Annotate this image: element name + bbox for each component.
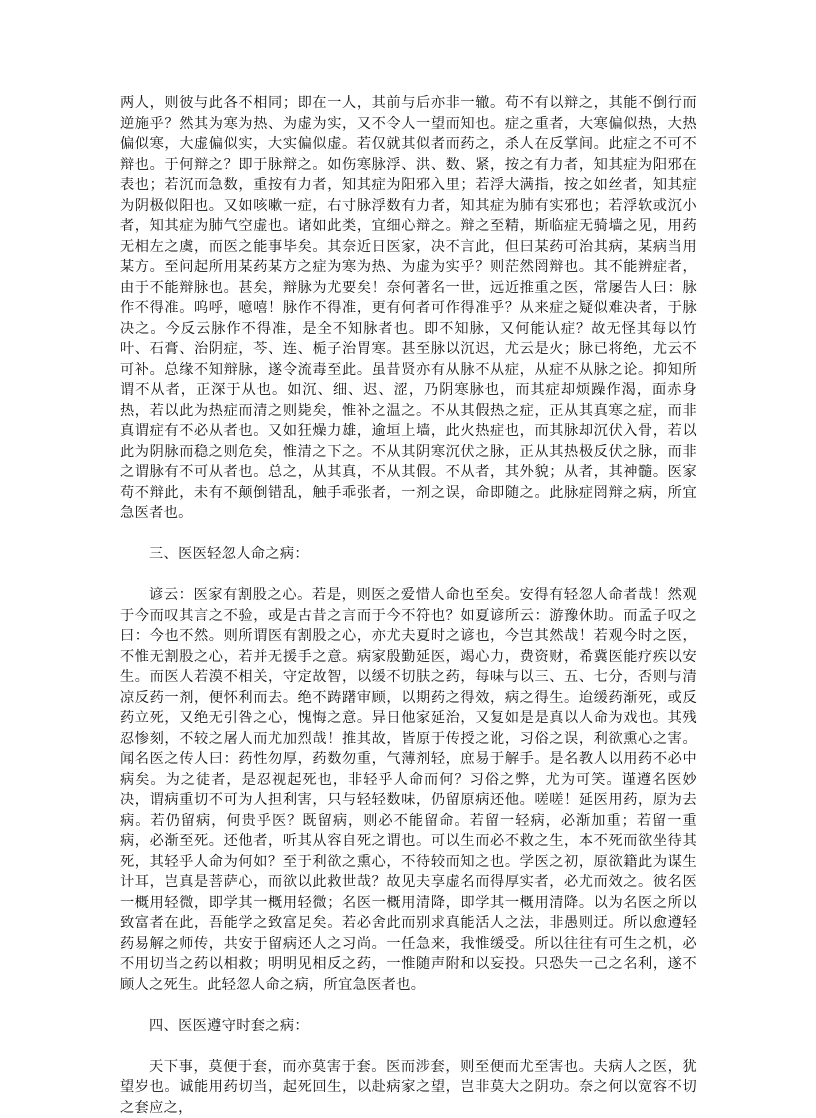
paragraph-conventions: 天下事，莫便于套，而亦莫害于套。医而涉套，则至便而尤至害也。夫病人之医，犹望岁也。诚能用药切当，起死回生，以赴病家之望，岂非莫大之阴功。奈之何以宽容不切之套应之， bbox=[120, 1057, 697, 1118]
paragraph-pulse-diagnosis: 两人，则彼与此各不相同；即在一人，其前与后亦非一辙。苟不有以辩之，其能不倒行而逆施乎？然其为寒为热、为虚为实，又不令人一望而知也。症之重者，大寒偏似热，大热偏似寒，大虚偏似实，大实偏似虚。若仅就其似者而药之，杀人在反掌间。此症之不可不辩也。于何辩之？即于脉辩之。如伤寒脉浮、洪、数、紧，按之有力者，知其症为阳邪在表也；若沉而急数，重按有力者，知其症为阳邪入里；若浮大满指，按之如丝者，知其症为阴极似阳也。又如咳嗽一症，右寸脉浮数有力者，知其症为肺有实邪也；若浮软或沉小者，知其症为肺气空虚也。诸如此类，宜细心辩之。辩之至精，斯临症无骑墙之见，用药无相左之虞，而医之能事毕矣。其奈近日医家，决不言此，但曰某药可治其病，某病当用某方。至问起所用某药某方之症为寒为热、为虚为实乎？则茫然罔辩也。其不能辨症者，由于不能辩脉也。甚矣，辩脉为尤要矣！奈何著名一世，远近推重之医，常屡告人曰：脉作不得准。呜呼，噫嘻！脉作不得准，更有何者可作得准乎？从来症之疑似难决者，于脉决之。今反云脉作不得准，是全不知脉者也。即不知脉，又何能认症？故无怪其每以竹叶、石膏、治阴症，芩、连、栀子治胃寒。甚至脉以沉迟，尤云是火；脉已将绝，尤云不可补。总缘不知辩脉，遂令流毒至此。虽昔贤亦有从脉不从症，从症不从脉之论。抑知所谓不从者，正深于从也。如沉、细、迟、涩，乃阴寒脉也，而其症却烦躁作渴，面赤身热，若以此为热症而清之则毙矣，惟补之温之。不从其假热之症，正从其真寒之症，而非真谓症有不必从者也。又如狂燥力雄，逾垣上墙，此火热症也，而其脉却沉伏入骨，若以此为阴脉而稳之则危矣，惟清之下之。不从其阴寒沉伏之脉，正从其热极反伏之脉，而非之谓脉有不可从者也。总之，从其真，不从其假。不从者，其外貌；从者，其神髓。医家苟不辩此，未有不颠倒错乱，触手乖张者，一剂之误，命即随之。此脉症罔辩之病，所宜急医者也。 bbox=[120, 93, 697, 524]
paragraph-neglect-of-life: 谚云：医家有割股之心。若是，则医之爱惜人命也至矣。安得有轻忽人命者哉！然观于今而叹其言之不验，或是古昔之言而于今不符也？如夏谚所云：游豫休助。而孟子叹之曰：今也不然。则所谓医有割股之心，亦尤夫夏时之谚也，今岂其然哉！若观今时之医，不惟无割股之心，若并无援手之意。病家殷勤延医，竭心力，费资财，希冀医能疗疾以安生。而医人若漠不相关，守定故智，以缓不切肤之药，每味与以三、五、七分，否则与清凉反药一剂，便怀利而去。绝不踌躇审顾，以期药之得效，病之得生。迨缓药渐死，或反药立死，又绝无引咎之心，愧悔之意。异日他家延治，又复如是是真以人命为戏也。其残忍惨刻，不较之屠人而尤加烈哉！推其故，皆原于传授之讹，习俗之误，利欲熏心之害。闻名医之传人曰：药性勿厚，药数勿重，气薄剂轻，庶易于解手。是名教人以用药不必中病矣。为之徒者，是忍视起死也，非轻乎人命而何？习俗之弊，尤为可笑。谨遵名医妙决，谓病重切不可为人担利害，只与轻轻数味，仍留原病还他。嗟嗟！延医用药，原为去病。若仍留病，何贵乎医？既留病，则必不能留命。若留一轻病，必渐加重；若留一重病，必渐至死。还他者，听其从容自死之谓也。可以生而必不救之生，本不死而欲坐待其死，其轻乎人命为何如？至于利欲之熏心，不待较而知之也。学医之初，原欲籍此为谋生计耳，岂真是菩萨心，而欲以此救世哉？故见夫享虚名而得厚实者，必尤而效之。彼名医一概用轻微，即学其一概用轻微；名医一概用清降，即学其一概用清降。以为名医之所以致富者在此，吾能学之致富足矣。若必舍此而别求真能活人之法，非愚则迂。所以愈遵轻药易解之师传，共安于留病还人之习尚。一任急来，我惟缓受。所以往往有可生之机，必不用切当之药以相救；明明见相反之药，一惟随声附和以妄投。只恐失一己之名利，遂不顾人之死生。此轻忽人命之病，所宜急医者也。 bbox=[120, 585, 697, 995]
paragraph-gap bbox=[120, 524, 697, 545]
section-heading-3: 三、医医轻忽人命之病： bbox=[120, 544, 697, 565]
paragraph-gap bbox=[120, 995, 697, 1016]
paragraph-gap bbox=[120, 565, 697, 586]
section-heading-4: 四、医医遵守时套之病： bbox=[120, 1016, 697, 1037]
paragraph-gap bbox=[120, 1036, 697, 1057]
document-page bbox=[120, 93, 697, 1118]
